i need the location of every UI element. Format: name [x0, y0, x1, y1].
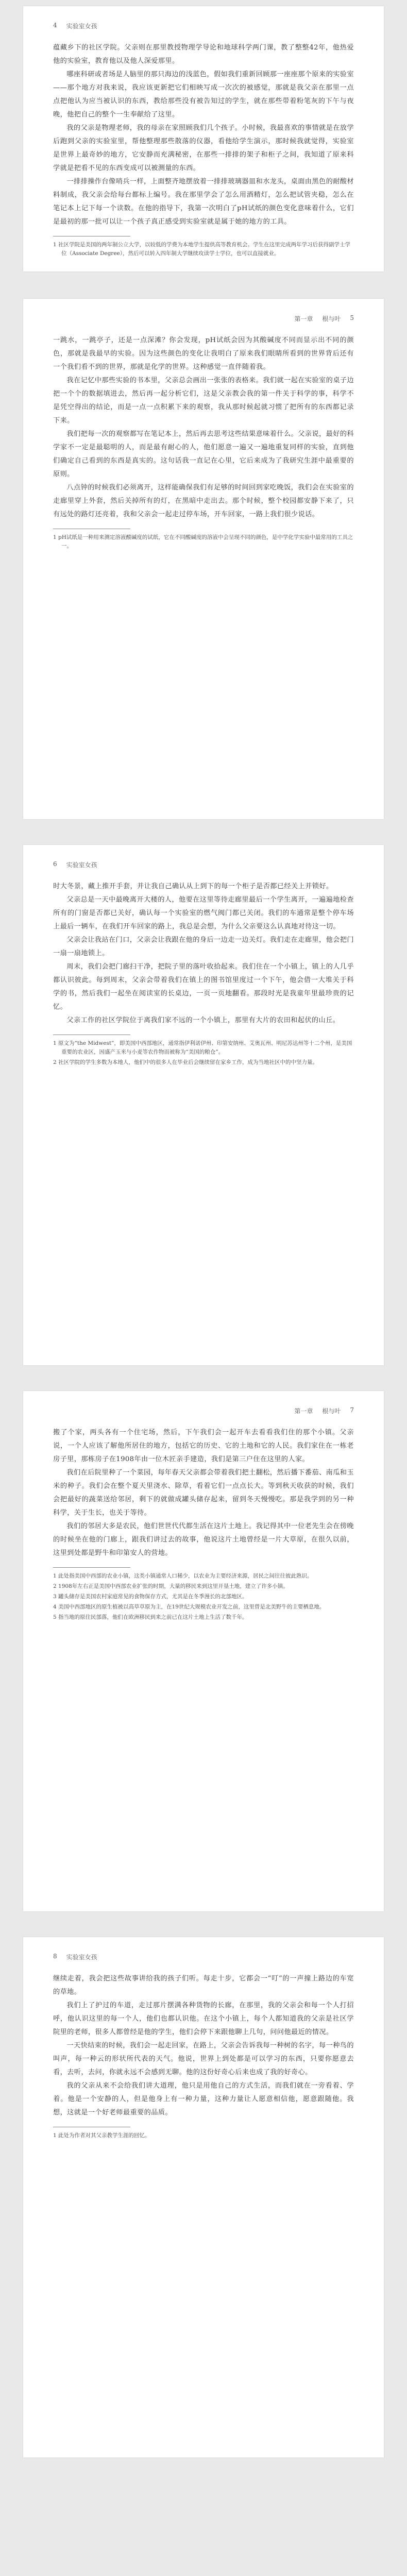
footnotes [53, 2131, 354, 2140]
footnotes [53, 241, 354, 258]
paragraph: 父亲总是一天中最晚离开大楼的人，他要在这里等待走廊里最后一个学生离开，一遍遍地检查所有的门窗是否都已关好，确认每一个实验室的燃气阀门都已关闭。我们的车通常是整个停车场上最后一辆车，在我们开车回家的路上，我总是会想，为什么父亲要这么认真地对待这一切。 [53, 896, 354, 930]
footnotes [53, 1039, 354, 1067]
page-4 [23, 6, 384, 272]
paragraph: 父亲工作的社区学院位于离我们家不远的一个小镇上，那里有大片的农田和起伏的山丘。 [66, 1016, 340, 1024]
footnote: 1 此处指美国中西部的农业小镇，这类小镇通常人口稀少，以农业为主要经济来源，居民之间往往彼此熟识。 [53, 1573, 313, 1579]
running-subtitle: 根与叶 [322, 1408, 341, 1415]
paragraph: 我的父亲从来不会给我们讲大道理，他只是用他自己的方式生活，而我们就在一旁看着、学着。他是一个安静的人，但是他身上有一种力量，这种力量让人愿意相信他，愿意跟随他。我想，这就是一个好老师最重要的品质。 [53, 2082, 354, 2116]
footnote: 1 社区学院是美国的两年制公立大学，以较低的学费为本地学生提供高等教育机会。学生在这里完成两年学习后获得副学士学位（Associate Degree），然后可以转入四年制大学继续攻读学士学位，也可以直接就业。 [53, 242, 351, 257]
paragraph: 八点钟的时候我们必须离开，这样能确保我们有足够的时间回到家吃晚饭，我们会在实验室的走廊里穿上外套，然后关掉所有的灯，在黑暗中走出去。那个时候，整个校园都安静下来了，只有远处的路灯还亮着，我和父亲会一起走过停车场，开车回家，一路上我们很少说话。 [53, 484, 354, 518]
footnote: 2 1908年左右正是美国中西部农业扩张的时期，大量的移民来到这里开垦土地，建立了许多小镇。 [53, 1583, 289, 1589]
page-5 [23, 299, 384, 819]
running-title: 实验室女孩 [66, 1954, 97, 1961]
page-number: 7 [350, 1406, 354, 1414]
paragraph: 父亲会让我站在门口，父亲会让我跟在他的身后一边走一边关灯。我们走在走廊里，他会把门一扇一扇地锁上。 [53, 936, 354, 957]
body-text [53, 1972, 354, 2120]
footnote: 3 罐头储存是美国农村家庭常见的食物保存方式，尤其是在冬季漫长的北部地区。 [53, 1594, 248, 1600]
paragraph: 我的父亲是物理老师，我的母亲在家照顾我们几个孩子。小时候，我最喜欢的事情就是在放学后跑到父亲的实验室里，帮他整理那些散落的仪器，看他给学生演示，那时候我就觉得，实验室是世界上最奇妙的地方，它安静而充满秘密，在那些一排排的架子和柜子之间，我知道了原来科学就是把看不见的东西变成可以被测量的东西。 [53, 124, 354, 172]
paragraph: 一排排操作台像哨兵一样，上面整齐地摆放着一排排玻璃器皿和水龙头，桌面由黑色的耐酸材料制成，我父亲会给每台都标上编号。我在那里学会了怎么用酒精灯，怎么把试管夹稳，怎么在笔记本上记下每一个读数。在他的指导下，我第一次明白了pH试纸的颜色变化意味着什么，它们是最初的那一批可以让一个孩子真正感受到实验室就是属于她的地方的工具。 [53, 178, 354, 226]
page-header [53, 22, 354, 32]
footnotes [53, 1572, 354, 1622]
page-6 [23, 845, 384, 1365]
running-title: 实验室女孩 [66, 861, 97, 869]
page-number: 8 [53, 1953, 57, 1960]
footnotes [53, 533, 354, 551]
paragraph: 我们把每一次的观察都写在笔记本上，然后再去思考这些结果意味着什么。父亲说，最好的科学家不一定是最聪明的人，而是最有耐心的人，他们愿意一遍又一遍地重复同样的实验，直到他们确定自己看到的东西是真实的。这句话我一直记在心里，它后来成为了我研究生涯中最重要的原则。 [53, 430, 354, 478]
body-text [53, 880, 354, 1027]
footnote: 1 原文为“the Midwest”，即美国中西部地区，通常指伊利诺伊州、印第安纳州、艾奥瓦州、明尼苏达州等十二个州，是美国重要的农业区，因盛产玉米与小麦等农作物而被称为“美国的粮仓”。 [53, 1040, 352, 1055]
running-title: 第一章 [294, 1408, 313, 1415]
running-title: 第一章 [294, 315, 313, 323]
body-text [53, 1426, 354, 1560]
page-number: 6 [53, 860, 57, 868]
page-8 [23, 1937, 384, 2458]
paragraph: 我们在后院里种了一个菜园，每年春天父亲都会带着我们把土翻松，然后播下番茄、南瓜和玉米的种子。我们会在整个夏天里浇水、除草，看着它们一点点长大。等到秋天收获的时候，我们会把最好的蔬菜送给邻居，剩下的就做成罐头储存起来，留到冬天慢慢吃。那是我学到的另一种科学，关于生长，也关于等待。 [53, 1469, 354, 1517]
footnote-divider [53, 1567, 130, 1568]
paragraph: 继续走着，我会把这些故事讲给我的孩子们听。每走十步，它都会一“叮”的一声撞上路边的车宽的草地。 [53, 1975, 354, 1996]
page-header [53, 860, 354, 871]
paragraph: 蕴藏乡下的社区学院。父亲则在那里教授物理学导论和地球科学两门课，教了整整42年，他热爱他的实验室，教育他以及他人深爱那里。 [53, 44, 354, 65]
paragraph: 一跳水，一跳亭子，还是一点深滩？你会发现，pH试纸会因为其酸碱度不同而显示出不同的颜色，那就是我最早的实验。因为这些颜色的变化让我明白了原来我们眼睛所看到的世界背后还有一个我们看不到的世界，那就是化学的世界。这种感觉一直伴随着我。 [53, 336, 354, 371]
page-header [53, 1953, 354, 1963]
running-title: 实验室女孩 [66, 23, 97, 30]
paragraph: 搬了个家，两头各有一个住宅场，然后，下午我们会一起开车去看看我们住的那个小镇。父亲说，一个人应该了解他所居住的地方，包括它的历史、它的土地和它的人民。我们家住在一栋老房子里，那栋房子在1908年由一位木匠亲手建造，我们是第三户住在这里的人家。 [53, 1429, 354, 1463]
footnote: 1 此处为作者对其父亲教学生涯的回忆。 [53, 2132, 150, 2139]
paragraph: 我们的邻居大多是农民，他们世世代代都生活在这片土地上。我记得其中一位老先生会在傍晚的时候坐在他的门廊上，跟我们讲过去的故事，他说这片土地曾经是一片大草原，在很久以前，这里到处都是野牛和印第安人的营地。 [53, 1522, 354, 1557]
paragraph: 我在记忆中那些实验的书本里，父亲总会画出一张张的表格来。我们就一起在实验室的桌子边把一个个的数据填进去，然后再一起分析它们，这是父亲教会我的第一件关于科学的事，科学不是凭空得出的结论，而是一点一点积累下来的观察，我从那时候起就习惯了把所有的东西都记录下来。 [53, 377, 354, 425]
page-7 [23, 1391, 384, 1911]
footnote: 2 社区学院的学生多数为本地人，他们中的很多人在毕业后会继续留在家乡工作，成为当地社区中的中坚力量。 [53, 1059, 318, 1065]
paragraph: 一天快结束的时候，我们会一起走回家，在路上，父亲会告诉我每一种树的名字，每一种鸟的叫声，每一种云的形状所代表的天气。他说，世界上到处都是可以学习的东西，只要你愿意去看，去听，去问，你就永远不会感到无聊。他的这份好奇心后来也成了我的好奇心。 [53, 2042, 354, 2076]
paragraph: 我们上了护过的车道，走过那片摆满各种货物的长廊，在那里，我的父亲会和每一个人打招呼，他认识这里的每一个人，他们也都认识他。在这个小镇上，每个人都知道我的父亲是社区学院里的老师，很多人都曾经是他的学生，他们会停下来跟他聊上几句，问问他最近的情况。 [53, 2002, 354, 2036]
paragraph: 哪座科研或者场是人脑里的那只海边的浅蓝色，假如我们重新回顾那一座座那个原来的实验室——那个地方对我来说，我应该更新把它们相映写成一次次的被感觉，那就是我父亲在那里一点点把他认为应当被认识的东西，教给那些没有被告知过的学生，就在那些带着粉笔灰的下午与夜晚，他把自己的整个一生奉献给了这里。 [53, 71, 354, 118]
footnote: 4 美国中西部地区的原生植被以高草草原为主，在19世纪大规模农业开发之前，这里曾是北美野牛的主要栖息地。 [53, 1604, 325, 1610]
footnote: 5 指当地的原住民部落，他们在欧洲移民到来之前已在这片土地上生活了数千年。 [53, 1614, 248, 1620]
footnote: 1 pH试纸是一种用来测定溶液酸碱度的试纸，它在不同酸碱度的溶液中会呈现不同的颜色，是中学化学实验中最常用的工具之一。 [53, 534, 353, 549]
page-number: 4 [53, 22, 57, 29]
running-subtitle: 根与叶 [322, 315, 341, 323]
body-text [53, 41, 354, 229]
page-header [53, 1406, 354, 1417]
paragraph: 周末，我们会把门廊扫干净，把院子里的落叶收拾起来。我们住在一个小镇上，镇上的人几乎都认识彼此。每到周末，父亲会带着我们在镇上的图书馆里度过一个下午，他会借一大堆关于科学的书，然后我们一起坐在阅读室的长桌边，一页一页地翻看。那段时光是我童年里最珍贵的记忆。 [53, 963, 354, 1011]
paragraph: 时大冬景，藏上推开手套，并让我自己确认从上到下的每一个柜子是否都已经关上并锁好。 [53, 883, 333, 890]
page-header [53, 314, 354, 325]
body-text [53, 334, 354, 521]
page-number: 5 [350, 314, 354, 321]
